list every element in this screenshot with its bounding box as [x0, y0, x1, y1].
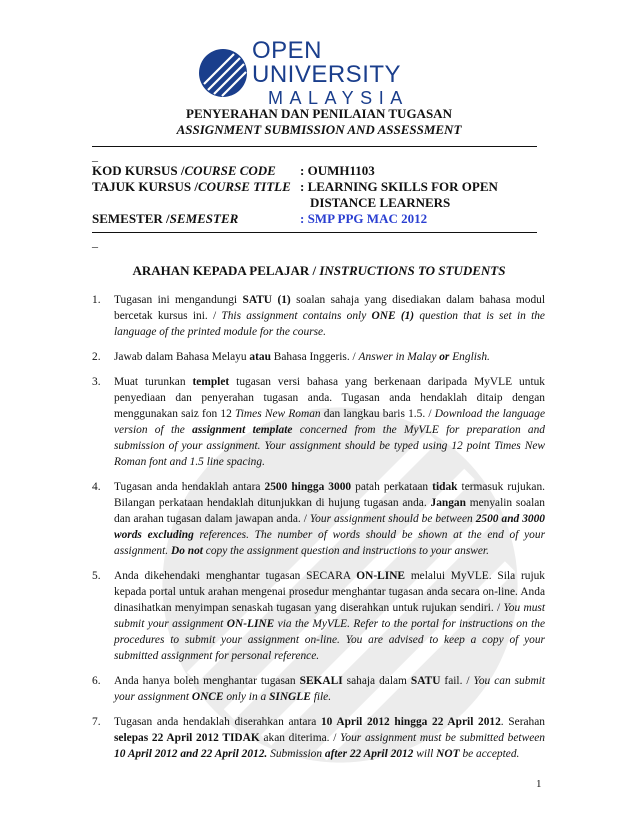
instruction-text: Jangan: [430, 497, 466, 509]
instruction-text: You must submit your assignment: [114, 602, 545, 630]
divider-bottom: [92, 232, 537, 233]
instruction-text: Anda dikehendaki menghantar tugasan SECARA: [114, 570, 357, 582]
instruction-text: ON-LINE: [226, 618, 275, 630]
instruction-item: [92, 349, 545, 365]
course-code-row: [92, 163, 375, 179]
instructions-list: [92, 292, 545, 771]
instruction-number: 7.: [92, 716, 101, 728]
instruction-text: be accepted.: [459, 748, 520, 760]
instruction-text: Tugasan ini mengandungi: [114, 294, 243, 306]
instruction-text: file.: [310, 691, 332, 703]
instruction-number: 1.: [92, 294, 101, 306]
instruction-text: Anda hanya boleh menghantar tugasan: [114, 675, 300, 687]
course-code-label-ms: KOD KURSUS /: [92, 163, 185, 178]
course-code-label-en: COURSE CODE: [184, 163, 276, 178]
dash-mark-top: _: [92, 149, 98, 163]
instruction-text: selepas 22 April 2012 TIDAK: [114, 732, 260, 744]
page-number: 1: [536, 778, 542, 790]
instruction-text: question that is set in the language of the printed module for the course.: [114, 310, 545, 338]
university-logo: [198, 37, 448, 108]
divider-top: [92, 146, 537, 147]
instruction-text: Bahasa Inggeris. /: [270, 351, 359, 363]
instruction-text: Muat turunkan: [114, 376, 193, 388]
semester-row: [92, 211, 427, 227]
course-title-value: : LEARNING SKILLS FOR OPEN: [300, 179, 498, 194]
instruction-number: 6.: [92, 675, 101, 687]
instruction-text: tugasan versi bahasa yang berkenaan daripada MyVLE untuk penyediaan dan penyerahan tugasan anda. Tugasan anda hendaklah ditaip dengan menggunakan saiz fon 12: [114, 376, 545, 420]
instruction-text: 10 April 2012 and 22 April 2012.: [114, 748, 268, 760]
instruction-text: references. The number of words should be shown at the end of your assignment.: [114, 529, 545, 557]
instruction-text: . Serahan: [500, 716, 545, 728]
heading-english: ASSIGNMENT SUBMISSION AND ASSESSMENT: [176, 122, 462, 137]
instruction-text: Jawab dalam Bahasa Melayu: [114, 351, 250, 363]
instruction-text: concerned from the MyVLE for preparation and submission of your assignment. Your assignment should be typed using 12 point Times New Roman font and 1.5 line spacing.: [114, 424, 546, 468]
instruction-text: ONCE: [191, 691, 224, 703]
instruction-text: Tugasan anda hendaklah antara: [114, 481, 265, 493]
instruction-text: SEKALI: [299, 675, 343, 687]
document-heading: [0, 106, 638, 138]
instruction-text: akan diterima. /: [259, 732, 341, 744]
instruction-text: via the MyVLE. Refer to the portal for instructions on the procedures to submit your assignment on-line. You are advised to keep a copy of your submitted assignment for personal reference.: [114, 618, 546, 662]
instruction-text: templet: [192, 376, 230, 388]
instruction-text: soalan sahaja yang disediakan dalam bahasa modul bercetak kursus ini. /: [114, 294, 546, 322]
instructions-title-english: INSTRUCTIONS TO STUDENTS: [319, 263, 506, 278]
course-title-value-cont: DISTANCE LEARNERS: [310, 195, 451, 210]
instruction-item: [92, 374, 545, 470]
instruction-text: English.: [449, 351, 490, 363]
logo-title: OPEN UNIVERSITY: [252, 37, 402, 88]
instruction-number: 5.: [92, 570, 101, 582]
instruction-text: 10 April 2012 hingga 22 April 2012: [320, 716, 501, 728]
course-title-row: [92, 179, 498, 195]
instruction-text: menyalin soalan dan arahan tugasan dalam jawapan anda. /: [114, 497, 545, 525]
instruction-item: [92, 479, 545, 559]
instruction-text: after 22 April 2012: [324, 748, 414, 760]
instruction-number: 3.: [92, 376, 101, 388]
instruction-text: Answer in Malay: [358, 351, 440, 363]
instruction-text: patah perkataan: [351, 481, 433, 493]
instruction-text: This assignment contains only: [221, 310, 372, 322]
instruction-text: tidak: [432, 481, 458, 493]
instruction-item: [92, 714, 545, 762]
course-title-label-en: COURSE TITLE: [197, 179, 291, 194]
instruction-text: Tugasan anda hendaklah diserahkan antara: [114, 716, 321, 728]
instruction-text: termasuk rujukan. Bilangan perkataan hendaklah ditunjukkan di hujung tugasan anda.: [114, 481, 545, 509]
instruction-text: Your assignment should be between: [309, 513, 476, 525]
instruction-item: [92, 673, 545, 705]
instruction-text: fail. /: [440, 675, 474, 687]
instruction-text: sahaja dalam: [342, 675, 411, 687]
instruction-text: copy the assignment question and instructions to your answer.: [202, 545, 489, 557]
instruction-text: SATU (1): [242, 294, 291, 306]
instruction-text: or: [439, 351, 450, 363]
instruction-text: Your assignment must be submitted between: [340, 732, 546, 744]
course-title-label-ms: TAJUK KURSUS /: [92, 179, 198, 194]
instruction-number: 4.: [92, 481, 101, 493]
instruction-text: atau: [249, 351, 271, 363]
instruction-text: will: [413, 748, 437, 760]
instructions-title-malay: ARAHAN KEPADA PELAJAR /: [132, 263, 317, 278]
instruction-text: Times New Roman: [235, 408, 321, 420]
instruction-text: Submission: [267, 748, 325, 760]
instruction-text: assignment template: [192, 424, 293, 436]
instruction-text: ON-LINE: [356, 570, 406, 582]
semester-value: : SMP PPG MAC 2012: [300, 211, 428, 226]
instruction-text: NOT: [436, 748, 460, 760]
instruction-text: dan langkau baris 1.5. /: [320, 408, 435, 420]
globe-logo-icon: [198, 48, 248, 98]
logo-subtitle: MALAYSIA: [268, 88, 409, 108]
course-code-value: : OUMH1103: [300, 163, 375, 178]
instruction-text: melalui MyVLE. Sila rujuk kepada portal untuk arahan mengenai prosedur menghantar tugasan anda secara on-line. Anda dinasihatkan menyimpan senaskah tugasan yang diserahkan untuk rujukan sendiri. /: [114, 570, 545, 614]
instruction-text: ONE (1): [371, 310, 415, 322]
semester-label-ms: SEMESTER /: [92, 211, 170, 226]
instruction-number: 2.: [92, 351, 101, 363]
instruction-text: only in a: [223, 691, 270, 703]
instruction-item: [92, 292, 545, 340]
instruction-item: [92, 568, 545, 664]
instruction-text: 2500 hingga 3000: [264, 481, 352, 493]
instruction-text: Do not: [170, 545, 203, 557]
instruction-text: SATU: [410, 675, 441, 687]
instruction-text: Download the language version of the: [114, 408, 546, 436]
dash-mark-bottom: _: [92, 235, 98, 249]
semester-label-en: SEMESTER: [169, 211, 239, 226]
instruction-text: You can submit your assignment: [114, 675, 545, 703]
instructions-title: [0, 263, 638, 279]
heading-malay: PENYERAHAN DAN PENILAIAN TUGASAN: [186, 106, 452, 121]
instruction-text: SINGLE: [269, 691, 311, 703]
instruction-text: 2500 and 3000 words excluding: [114, 513, 546, 541]
